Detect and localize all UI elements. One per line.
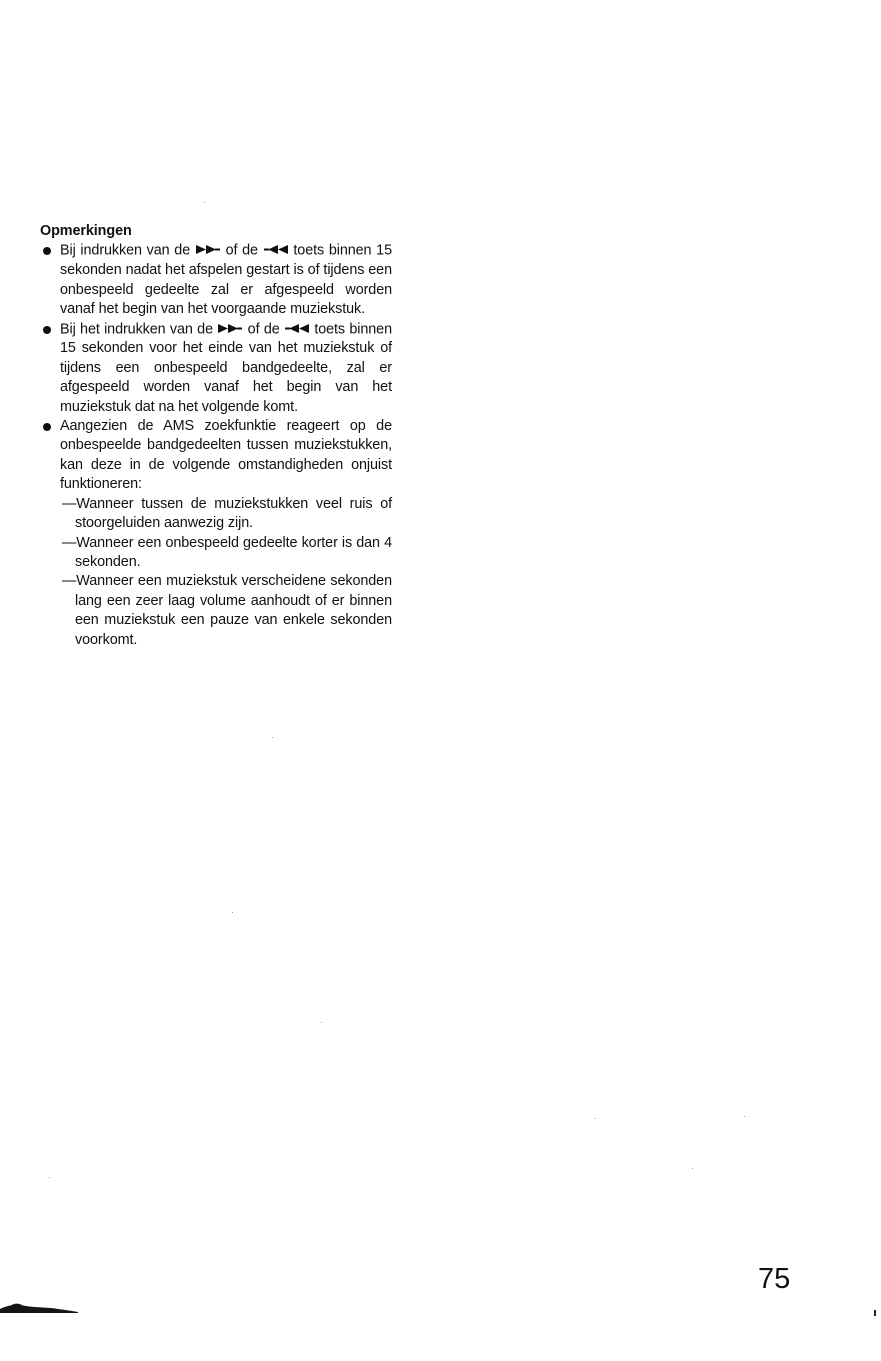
bullet-icon [43,247,51,255]
note-item-2-text-a: Bij het indrukken van de [60,321,213,338]
scan-dust [692,1168,693,1169]
note-subitem-2 [40,534,392,573]
note-subitem-3 [40,572,392,650]
notes-section [40,222,392,650]
scan-dust [595,1118,596,1119]
note-subitem-1 [40,495,392,534]
scan-artifact [0,1300,80,1314]
note-item-3-text: Aangezien de AMS zoekfunktie reageert op de onbespeelde bandgedeelten tussen muziekstukken, kan deze in de volgende omstandigheden onjuist funktioneren: [60,418,392,493]
scan-dust [744,1116,745,1117]
fast-forward-icon [218,320,242,339]
note-item-2 [40,320,392,418]
note-subitem-3-text: Wanneer een muziekstuk verscheidene sekonden lang een zeer laag volume aanhoudt of er binnen een muziekstuk een pauze van enkele sekonden voorkomt. [75,573,392,648]
note-subitem-2-text: Wanneer een onbespeeld gedeelte korter is dan 4 sekonden. [75,534,392,570]
page-number: 75 [758,1263,791,1295]
note-item-2-text-c: toets binnen 15 sekonden voor het einde van het muziekstuk of tijdens een onbespeeld bandgedeelte, zal er afgespeeld worden vanaf het begin van het muziekstuk dat na het volgende komt. [60,321,392,415]
rewind-icon [264,241,288,260]
scan-dust [272,737,273,738]
note-item-1-text-b: of de [225,242,258,259]
note-item-2-text-b: of de [247,321,280,338]
bullet-icon [43,423,51,431]
notes-heading: Opmerkingen [40,223,132,239]
note-item-3 [40,417,392,495]
note-subitem-1-text: Wanneer tussen de muziekstukken veel ruis of stoorgeluiden aanwezig zijn. [75,495,392,532]
scan-dust [321,1022,322,1023]
rewind-icon [285,320,309,339]
scan-dust [874,1310,876,1316]
note-item-1-text-c: toets binnen 15 sekonden nadat het afspelen gestart is of tijdens een onbespeeld gedeelte zal er afgespeeld worden vanaf het begin van het voorgaande muziekstuk. [60,242,392,318]
note-item-1 [40,241,392,319]
note-item-1-text-a: Bij indrukken van de [60,242,191,259]
dash-prefix: — [62,495,77,512]
bullet-icon [43,326,51,334]
dash-prefix: — [62,573,77,590]
scan-dust [232,912,233,913]
scan-dust [49,1177,50,1178]
fast-forward-icon [196,241,220,260]
scan-dust [204,202,205,203]
dash-prefix: — [62,534,77,551]
